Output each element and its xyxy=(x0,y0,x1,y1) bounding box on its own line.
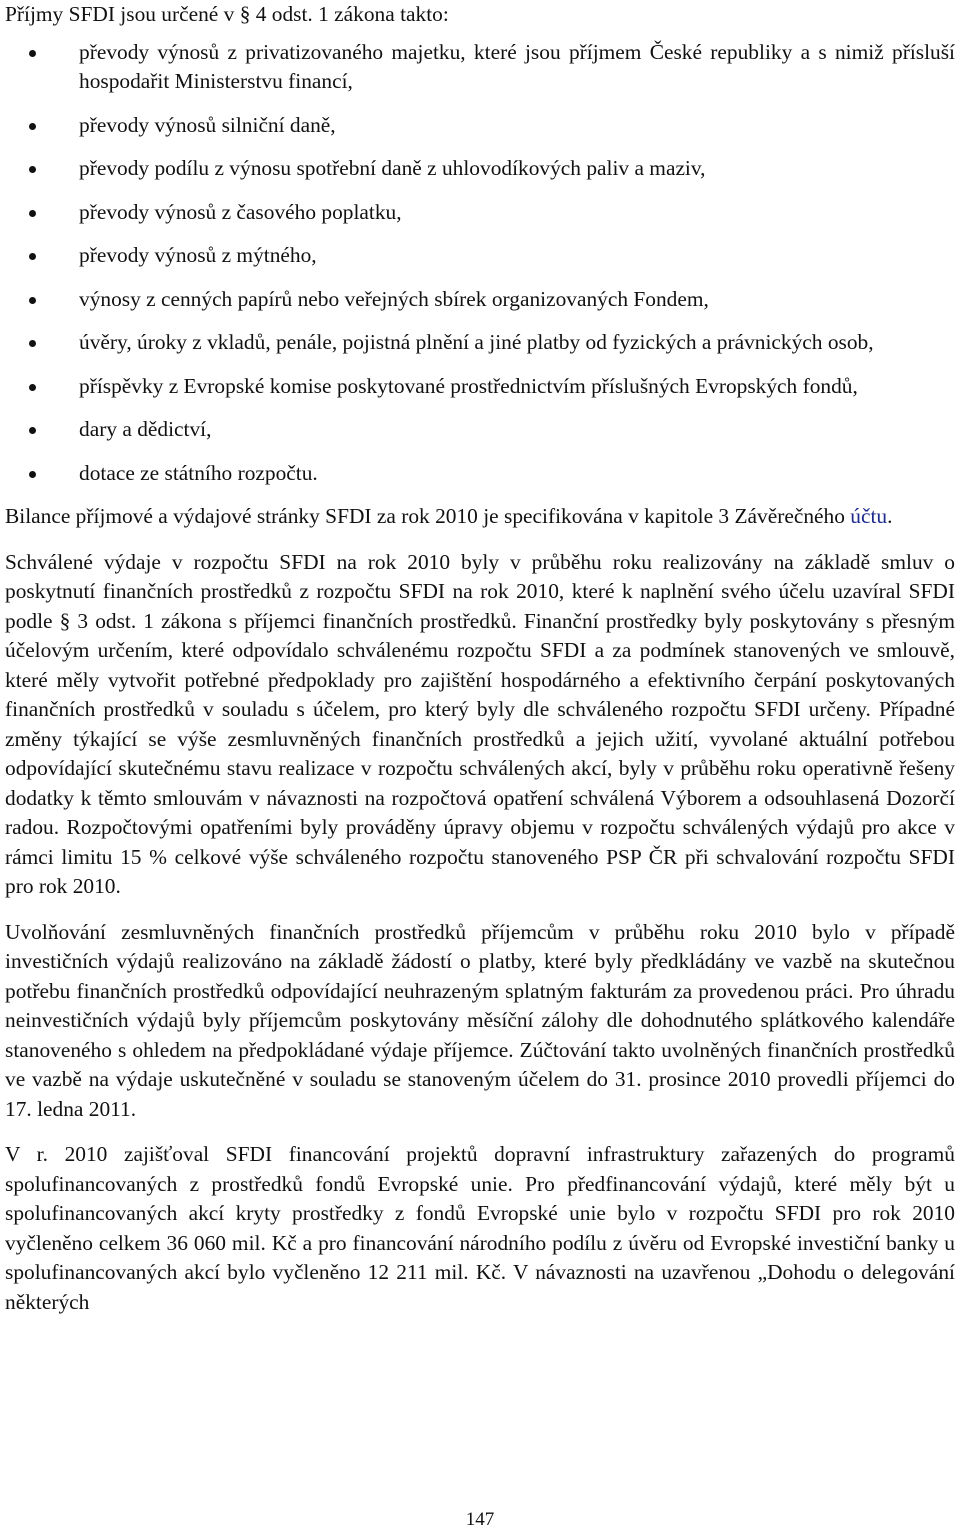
bullet-icon xyxy=(29,471,36,478)
balance-paragraph: Bilance příjmové a výdajové stránky SFDI za rok 2010 je specifikována v kapitole 3 Závěrečného účtu. xyxy=(5,504,893,528)
bullet-icon xyxy=(29,340,36,347)
list-item: převody podílu z výnosu spotřební daně z uhlovodíkových paliv a maziv, xyxy=(5,154,955,184)
bullet-icon xyxy=(29,50,36,57)
page-number: 147 xyxy=(465,1509,495,1530)
paragraph-eu-financing: V r. 2010 zajišťoval SFDI financování projektů dopravní infrastruktury zařazených do programů spolufinancovaných z prostředků fondů Evropské unie. Pro předfinancování výdajů, které měly být u spolufinancovaných akcí kryty prostředky z fondů Evropské unie bylo v rozpočtu SFDI pro rok 2010 vyčleněno celkem 36 060 mil. Kč a pro financování národního podílu z úvěru od Evropské investiční banky u spolufinancovaných akcí bylo vyčleněno 12 211 mil. Kč. V návaznosti na uzavřenou „Dohodu o delegování některých xyxy=(5,1142,955,1314)
list-item: dary a dědictví, xyxy=(5,415,955,445)
bullet-icon xyxy=(29,427,36,434)
list-item: dotace ze státního rozpočtu. xyxy=(5,459,955,489)
intro-paragraph: Příjmy SFDI jsou určené v § 4 odst. 1 zákona takto: xyxy=(5,2,449,26)
list-item: výnosy z cenných papírů nebo veřejných sbírek organizovaných Fondem, xyxy=(5,285,955,315)
bullet-icon xyxy=(29,297,36,304)
list-item: převody výnosů silniční daně, xyxy=(5,111,955,141)
bullet-icon xyxy=(29,253,36,260)
account-link[interactable]: účtu xyxy=(850,504,888,528)
bullet-icon xyxy=(29,210,36,217)
list-item: převody výnosů z mýtného, xyxy=(5,241,955,271)
paragraph-approved-expenses: Schválené výdaje v rozpočtu SFDI na rok 2010 byly v průběhu roku realizovány na základě smluv o poskytnutí finančních prostředků z rozpočtu SFDI na rok 2010, které k naplnění svého účelu uzavíral SFDI podle § 3 odst. 1 zákona s příjemci finančních prostředků. Finanční prostředky byly poskytovány s přesným účelovým určením, které odpovídalo schválenému rozpočtu SFDI a za podmínek stanovených ve smlouvě, které měly vytvořit potřebné předpoklady pro zajištění hospodárného a efektivního čerpání poskytovaných finančních prostředků v souladu s účelem, pro který byly dle schváleného rozpočtu SFDI určeny. Případné změny týkající se výše zesmluvněných finančních prostředků a jejich užití, vyvolané aktuální potřebou odpovídající skutečnému stavu realizace v rozpočtu schválených akcí, byly v průběhu roku operativně řešeny dodatky k těmto smlouvám v návaznosti na rozpočtová opatření schválená Výborem a odsouhlasená Dozorčí radou. Rozpočtovými opatřeními byly prováděny úpravy objemu v rozpočtu schválených výdajů pro akce v rámci limitu 15 % celkové výše schváleného rozpočtu stanoveného PSP ČR při schvalování rozpočtu SFDI pro rok 2010. xyxy=(5,549,955,898)
document-page xyxy=(5,0,955,1317)
bullet-icon xyxy=(29,123,36,130)
list-item: převody výnosů z privatizovaného majetku, které jsou příjmem České republiky a s nimiž přísluší hospodařit Ministerstvu financí, xyxy=(5,38,955,97)
bullet-icon xyxy=(29,384,36,391)
list-item: příspěvky z Evropské komise poskytované prostřednictvím příslušných Evropských fondů, xyxy=(5,372,955,402)
bullet-icon xyxy=(29,166,36,173)
income-list xyxy=(5,38,955,489)
list-item: převody výnosů z časového poplatku, xyxy=(5,198,955,228)
paragraph-funds-release: Uvolňování zesmluvněných finančních prostředků příjemcům v průběhu roku 2010 bylo v případě investičních výdajů realizováno na základě žádostí o platby, které byly předkládány ve vazbě na skutečnou potřebu finančních prostředků odpovídající neuhrazeným splatným fakturám za provedenou práci. Pro úhradu neinvestičních výdajů byly příjemcům poskytovány měsíční zálohy dle dohodnutého splátkového kalendáře stanoveného s ohledem na předpokládané výdaje příjemce. Zúčtování takto uvolněných finančních prostředků ve vazbě na výdaje uskutečněné v souladu se stanoveným účelem do 31. prosince 2010 provedli příjemci do 17. ledna 2011. xyxy=(5,919,955,1121)
list-item: úvěry, úroky z vkladů, penále, pojistná plnění a jiné platby od fyzických a právnických osob, xyxy=(5,328,955,358)
